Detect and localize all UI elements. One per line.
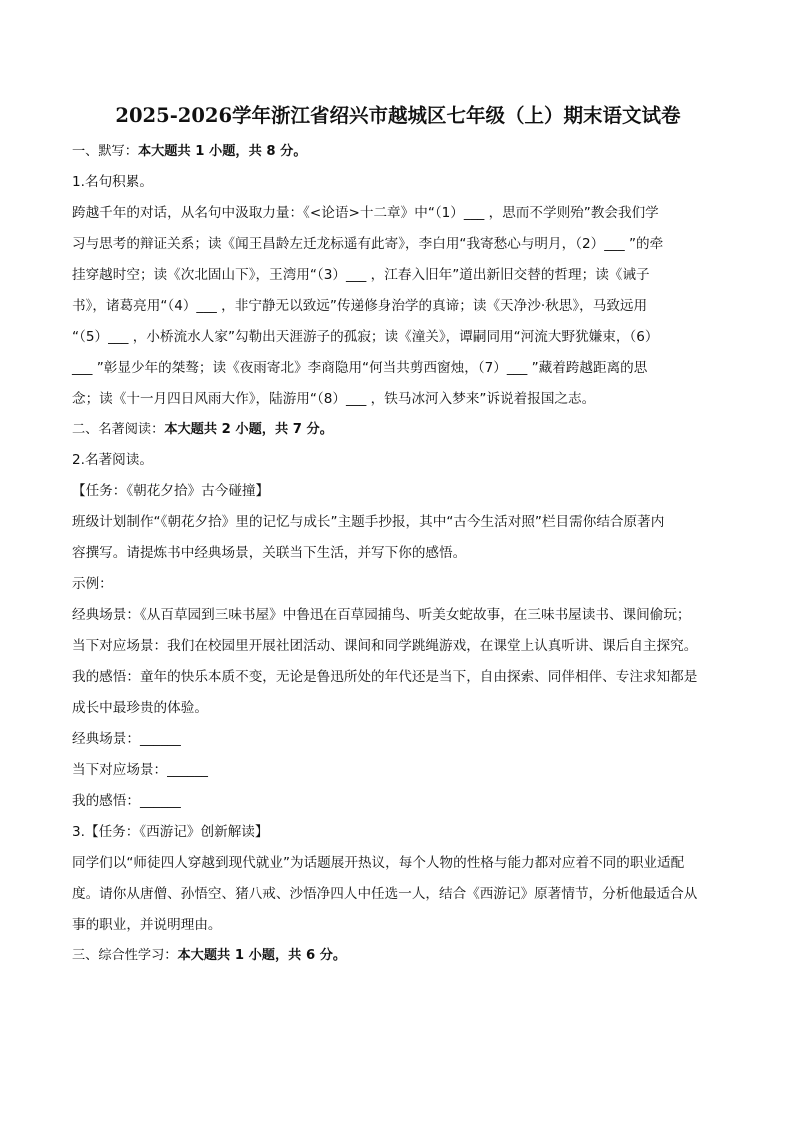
question-1-body [72, 198, 724, 415]
section-2-prefix: 二、名著阅读： [72, 422, 165, 437]
section-heading-3 [72, 941, 724, 971]
question-2-intro [72, 507, 724, 569]
exam-page [72, 100, 724, 971]
answer-blank-reflection: 我的感悟：______ [72, 793, 181, 809]
question-3-line: 事的职业，并说明理由。 [72, 917, 222, 933]
question-1-label: 1.名句积累。 [72, 174, 153, 190]
question-2-intro-line: 容撰写。请提炼书中经典场景，关联当下生活，并写下你的感悟。 [72, 545, 467, 561]
question-3-line: 度。请你从唐僧、孙悟空、猪八戒、沙悟净四人中任选一人，结合《西游记》原著情节，分析他最适合从 [72, 886, 698, 902]
answer-blank-classic-scene: 经典场景：______ [72, 731, 181, 747]
question-2-task: 【任务：《朝花夕拾》古今碰撞】 [72, 483, 270, 499]
section-1-prefix: 一、默写： [72, 144, 138, 159]
question-1-line: 习与思考的辩证关系；读《闻王昌龄左迁龙标遥有此寄》，李白用“我寄愁心与明月，（2）___ ”的牵 [72, 236, 664, 252]
question-1-line: 书》，诸葛亮用“（4）___ ，非宁静无以致远”传递修身治学的真谛；读《天净沙·秋思》，马致远用 [72, 298, 648, 314]
question-2-intro-line: 班级计划制作“《朝花夕拾》里的记忆与成长”主题手抄报，其中“古今生活对照”栏目需你结合原著内 [72, 514, 665, 530]
example-line: 我的感悟：童年的快乐本质不变，无论是鲁迅所处的年代还是当下，自由探索、同伴相伴、专注求知都是 [72, 669, 698, 685]
section-2-detail: 本大题共 2 小题，共 7 分。 [164, 422, 333, 437]
answer-blanks [72, 724, 724, 817]
example-line: 当下对应场景：我们在校园里开展社团活动、课间和同学跳绳游戏，在课堂上认真听讲、课后自主探究。 [72, 638, 698, 654]
section-3-detail: 本大题共 1 小题，共 6 分。 [177, 948, 347, 963]
section-1-detail: 本大题共 1 小题，共 8 分。 [137, 144, 307, 159]
question-1-line: 念；读《十一月四日风雨大作》，陆游用“（8）___ ，铁马冰河入梦来”诉说着报国之志。 [72, 391, 596, 407]
page-title: 2025-2026学年浙江省绍兴市越城区七年级（上）期末语文试卷 [115, 104, 681, 127]
example-line: 经典场景：《从百草园到三味书屋》中鲁迅在百草园捕鸟、听美女蛇故事，在三味书屋读书、课间偷玩； [72, 607, 691, 623]
section-heading-1 [72, 137, 724, 167]
question-1-line: 挂穿越时空；读《次北固山下》，王湾用“（3）___ ，江春入旧年”道出新旧交替的哲理；读《诫子 [72, 267, 650, 283]
question-3-label: 3.【任务：《西游记》创新解读】 [72, 824, 269, 840]
question-2-example [72, 600, 724, 724]
answer-blank-modern-scene: 当下对应场景：______ [72, 762, 208, 778]
question-2-label: 2.名著阅读。 [72, 452, 153, 468]
question-1-line: ___ ”彰显少年的桀骜；读《夜雨寄北》李商隐用“何当共剪西窗烛，（7）___ ”藏着跨越距离的思 [72, 360, 648, 376]
question-1-line: 跨越千年的对话，从名句中汲取力量：《<论语>十二章》中“（1）___ ，思而不学则殆”教会我们学 [72, 205, 659, 221]
question-1-line: “（5）___ ，小桥流水人家”勾勒出天涯游子的孤寂；读《潼关》，谭嗣同用“河流大野犹嫌束，（6） [72, 329, 659, 345]
section-3-prefix: 三、综合性学习： [72, 948, 178, 963]
question-3-line: 同学们以“师徒四人穿越到现代就业”为话题展开热议，每个人物的性格与能力都对应着不同的职业适配 [72, 855, 685, 871]
question-3-body [72, 848, 724, 941]
example-line: 成长中最珍贵的体验。 [72, 700, 208, 716]
section-heading-2 [72, 415, 724, 445]
example-label: 示例： [72, 576, 113, 592]
